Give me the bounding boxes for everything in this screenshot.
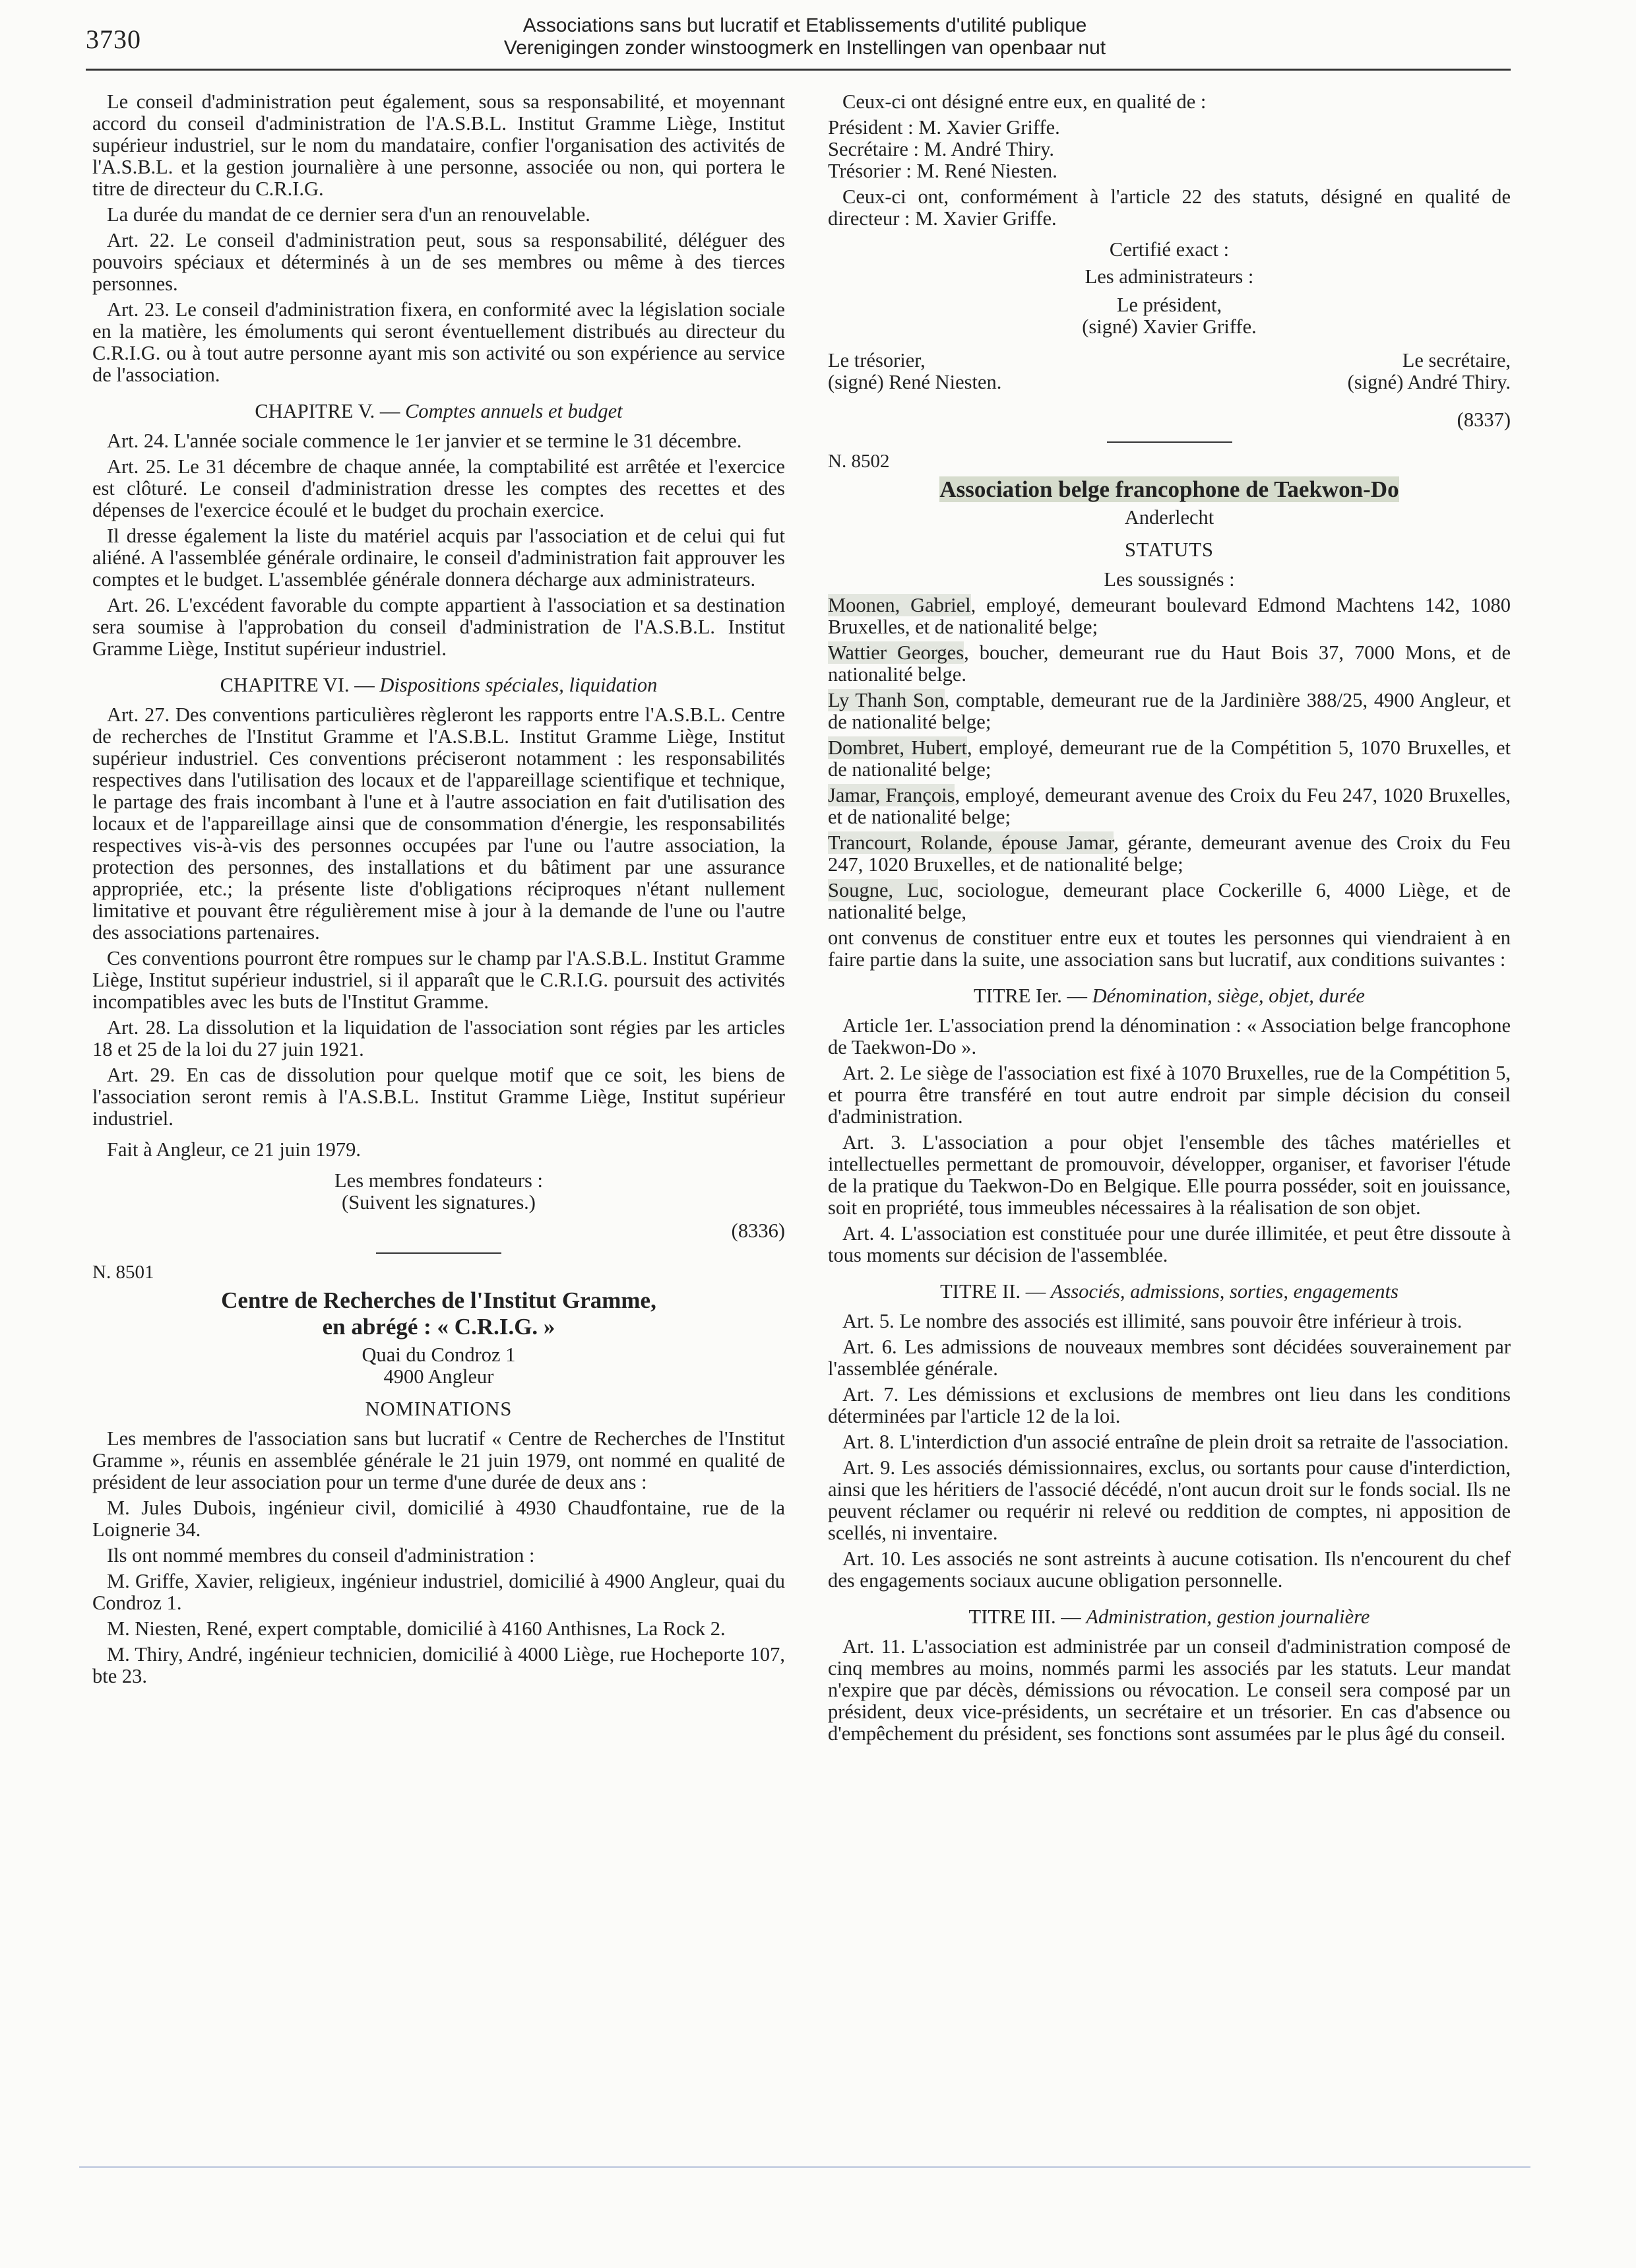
address-line: Quai du Condroz 1 — [362, 1344, 516, 1366]
page-number: 3730 — [86, 24, 141, 54]
title-prefix: TITRE III. — — [968, 1605, 1086, 1628]
member-entry — [828, 880, 1511, 923]
member-details: , comptable, demeurant rue de la Jardinière 388/25, 4900 Angleur, et de nationalité belge; — [828, 689, 1511, 733]
paragraph: M. Griffe, Xavier, religieux, ingénieur industriel, domicilié à 4900 Angleur, quai du Condroz 1. — [92, 1570, 785, 1614]
title-prefix: TITRE Ier. — — [974, 985, 1092, 1007]
certified-label: Certifié exact : — [1109, 238, 1230, 261]
section-heading: NOMINATIONS — [365, 1398, 513, 1420]
member-entry — [828, 785, 1511, 828]
member-entry — [828, 832, 1511, 876]
chapter-prefix: CHAPITRE VI. — — [220, 674, 380, 696]
article-11: Art. 11. L'association est administrée par un conseil d'administration composé de cinq membres au moins, nommés parmi les associés par les statuts. Leur mandat n'expire que par décès, démissions ou révocation. Le conseil sera composé par un président, deux vice-présidents, un secrétaire et un trésorier. En cas d'absence ou d'empêchement du président, ses fonctions sont assumées par le plus âgé du conseil. — [828, 1635, 1511, 1745]
administrators-label: Les administrateurs : — [1085, 265, 1254, 288]
president-label: Le président, — [1116, 294, 1222, 316]
article-4: Art. 4. L'association est constituée pour une durée illimitée, et peut être dissoute à tous moments sur décision de l'assemblée. — [828, 1222, 1511, 1266]
member-details: , employé, demeurant avenue des Croix du Feu 247, 1020 Bruxelles, et de nationalité belge; — [828, 784, 1511, 828]
treasurer-label: Le trésorier, — [828, 349, 926, 372]
signatures-note: (Suivent les signatures.) — [342, 1191, 536, 1214]
secretary-block — [1348, 350, 1511, 393]
header-rule — [86, 69, 1511, 71]
officer-line: Président : M. Xavier Griffe. — [828, 116, 1060, 139]
title-name: Dénomination, siège, objet, durée — [1092, 985, 1365, 1007]
member-entry — [828, 595, 1511, 638]
member-details: , employé, demeurant boulevard Edmond Machtens 142, 1080 Bruxelles, et de nationalité belge; — [828, 594, 1511, 638]
member-name: Trancourt, Rolande, épouse Jamar — [828, 831, 1114, 854]
association-place: Anderlecht — [1124, 506, 1214, 529]
article-28: Art. 28. La dissolution et la liquidation de l'association sont régies par les articles 18 et 25 de la loi du 27 juin 1921. — [92, 1016, 785, 1060]
page-header — [396, 15, 1214, 59]
treasurer-block — [828, 350, 1001, 393]
signing-place-date: Fait à Angleur, ce 21 juin 1979. — [107, 1138, 362, 1161]
title-heading — [828, 1606, 1511, 1628]
separator — [1107, 441, 1232, 443]
article-6: Art. 6. Les admissions de nouveaux membres sont décidées souverainement par l'assemblée générale. — [828, 1336, 1511, 1380]
article-24: Art. 24. L'année sociale commence le 1er janvier et se termine le 31 décembre. — [107, 430, 742, 452]
reference-number: (8337) — [1457, 408, 1511, 431]
article-27: Art. 27. Des conventions particulières règleront les rapports entre l'A.S.B.L. Centre de recherches de l'Institut Gramme et l'A.S.B.L. Institut Gramme Liège, Institut supérieur industriel. Ces conventions préciseront notamment : les responsabilités respectives dans l'utilisation des locaux et de l'appareillage scientifique et technique, le partage des frais incombant à l'une et à l'autre association en fait d'utilisation des locaux et de l'appareillage ainsi que de consommation d'énergie, les responsabilités respectives vis-à-vis des personnes occupées par l'une ou l'autre association, la protection des personnes, des installations et du bâtiment par une assurance appropriée, etc.; la présente liste d'obligations réciproques n'étant nullement limitative et pouvant être régulièrement mise à jour à la demande de l'une ou l'autre des associations partenaires. — [92, 703, 785, 944]
notice-number: N. 8502 — [828, 451, 890, 472]
article-26: Art. 26. L'excédent favorable du compte appartient à l'association et sa destination sera soumise à l'approbation du conseil d'administration de l'A.S.B.L. Institut Gramme Liège, Institut supérieur industriel. — [92, 594, 785, 660]
signature-row — [828, 350, 1511, 393]
article-29: Art. 29. En cas de dissolution pour quelque motif que ce soit, les biens de l'association seront remis à l'A.S.B.L. Institut Gramme Liège, Institut supérieur industriel. — [92, 1064, 785, 1130]
article-25: Art. 25. Le 31 décembre de chaque année, la comptabilité est arrêtée et l'exercice est clôturé. Le conseil d'administration dresse les comptes des recettes et des dépenses de l'exercice écoulé et le budget du prochain exercice. — [92, 455, 785, 521]
member-name: Ly Thanh Son — [828, 689, 945, 711]
left-column — [92, 91, 785, 1691]
title-heading — [828, 1281, 1511, 1303]
notice-number: N. 8501 — [92, 1262, 154, 1283]
member-details: , sociologue, demeurant place Cockerille 6, 4000 Liège, et de nationalité belge, — [828, 879, 1511, 923]
member-entry — [828, 737, 1511, 781]
paragraph: La durée du mandat de ce dernier sera d'un an renouvelable. — [107, 203, 590, 226]
member-entry — [828, 690, 1511, 733]
chapter-title: Dispositions spéciales, liquidation — [379, 674, 658, 696]
association-title-line: Association belge francophone de Taekwon-Do — [939, 476, 1399, 502]
title-name: Associés, admissions, sorties, engagements — [1050, 1280, 1399, 1303]
president-signature: (signé) Xavier Griffe. — [1082, 315, 1257, 338]
article-8: Art. 8. L'interdiction d'un associé entraîne de plein droit sa retraite de l'association. — [842, 1431, 1509, 1453]
title-heading — [828, 985, 1511, 1007]
paragraph: Ceux-ci ont, conformément à l'article 22 des statuts, désigné en qualité de directeur : M. Xavier Griffe. — [828, 185, 1511, 230]
right-column — [828, 91, 1511, 1749]
article-9: Art. 9. Les associés démissionnaires, exclus, ou sortants pour cause d'interdiction, ainsi que les héritiers de l'associé décédé, n'ont aucun droit sur le fonds social. Ils ne peuvent réclamer ou requérir ni relevé ou reddition de comptes, ni apposition de scellés, ni inventaire. — [828, 1456, 1511, 1544]
secretary-signature: (signé) André Thiry. — [1347, 371, 1511, 393]
separator — [376, 1252, 501, 1254]
paragraph: Ces conventions pourront être rompues sur le champ par l'A.S.B.L. Institut Gramme Liège, Institut supérieur industriel, si il apparaît que le C.R.I.G. poursuit des activités incompatibles avec les buts de l'Institut Gramme. — [92, 947, 785, 1013]
paragraph: M. Thiry, André, ingénieur technicien, domicilié à 4000 Liège, rue Hocheporte 107, bte 23. — [92, 1643, 785, 1687]
paragraph: Ils ont nommé membres du conseil d'administration : — [107, 1544, 535, 1567]
chapter-prefix: CHAPITRE V. — — [255, 400, 406, 422]
paragraph: Les membres de l'association sans but lucratif « Centre de Recherches de l'Institut Gramme », réunis en assemblée générale le 21 juin 1979, ont nommé en qualité de président de leur association pour un terme d'une durée de deux ans : — [92, 1427, 785, 1493]
paragraph: M. Jules Dubois, ingénieur civil, domicilié à 4930 Chaudfontaine, rue de la Loignerie 34. — [92, 1497, 785, 1541]
member-details: , gérante, demeurant avenue des Croix du Feu 247, 1020 Bruxelles, et de nationalité belge; — [828, 831, 1511, 876]
officer-line: Trésorier : M. René Niesten. — [828, 160, 1057, 182]
title-prefix: TITRE II. — — [940, 1280, 1051, 1303]
member-details: , employé, demeurant rue de la Compétition 5, 1070 Bruxelles, et de nationalité belge; — [828, 736, 1511, 781]
article-23: Art. 23. Le conseil d'administration fixera, en conformité avec la législation sociale en la matière, les émoluments qui seront éventuellement distribués au directeur du C.R.I.G. ou à tout autre personne ayant mis son activité ou son expérience au service de l'association. — [92, 298, 785, 386]
member-details: , boucher, demeurant rue du Haut Bois 37, 7000 Mons, et de nationalité belge. — [828, 641, 1511, 686]
article-1: Article 1er. L'association prend la dénomination : « Association belge francophone de Taekwon-Do ». — [828, 1014, 1511, 1058]
article-7: Art. 7. Les démissions et exclusions de membres ont lieu dans les conditions déterminées par l'article 12 de la loi. — [828, 1383, 1511, 1427]
member-name: Dombret, Hubert — [828, 736, 967, 759]
header-title-nl: Verenigingen zonder winstoogmerk en Instellingen van openbaar nut — [503, 37, 1106, 59]
treasurer-signature: (signé) René Niesten. — [828, 371, 1002, 393]
title-name: Administration, gestion journalière — [1086, 1605, 1370, 1628]
founders-label: Les membres fondateurs : — [334, 1169, 543, 1192]
address-line: 4900 Angleur — [383, 1365, 494, 1388]
article-5: Art. 5. Le nombre des associés est illimité, sans pouvoir être inférieur à trois. — [842, 1310, 1463, 1332]
paragraph: Ceux-ci ont désigné entre eux, en qualité de : — [842, 90, 1207, 113]
article-3: Art. 3. L'association a pour objet l'ensemble des tâches matérielles et intellectuelles permettant de promouvoir, développer, organiser, et favoriser l'étude de la pratique du Taekwon-Do en Belgique. Elle pourra posséder, soit en jouissance, soit en propriété, tous immeubles nécessaires à la réalisation de son objet. — [828, 1131, 1511, 1219]
association-title-line: Centre de Recherches de l'Institut Gramme, — [221, 1287, 656, 1313]
officer-line: Secrétaire : M. André Thiry. — [828, 138, 1055, 160]
member-name: Jamar, François — [828, 784, 955, 806]
member-entry — [828, 642, 1511, 686]
chapter-heading — [92, 401, 785, 422]
reference-number: (8336) — [731, 1219, 785, 1242]
paragraph: ont convenus de constituer entre eux et toutes les personnes qui viendraient à en faire partie dans la suite, une association sans but lucratif, aux conditions suivantes : — [828, 926, 1511, 971]
secretary-label: Le secrétaire, — [1402, 349, 1511, 372]
association-title — [92, 1287, 785, 1340]
footer-rule — [79, 2166, 1530, 2168]
paragraph: M. Niesten, René, expert comptable, domicilié à 4160 Anthisnes, La Rock 2. — [107, 1617, 726, 1640]
association-title-line: en abrégé : « C.R.I.G. » — [322, 1314, 555, 1340]
article-22: Art. 22. Le conseil d'administration peut, sous sa responsabilité, déléguer des pouvoirs spéciaux et déterminés à un de ses membres ou même à des tierces personnes. — [92, 229, 785, 295]
paragraph: Le conseil d'administration peut également, sous sa responsabilité, et moyennant accord du conseil d'administration de l'A.S.B.L. Institut Gramme Liège, Institut supérieur industriel, sur le nom du mandataire, confier l'organisation des activités de l'A.S.B.L. et la gestion journalière à une personne, associée ou non, qui portera le titre de directeur du C.R.I.G. — [92, 90, 785, 200]
header-title-fr: Associations sans but lucratif et Etablissements d'utilité publique — [522, 15, 1087, 36]
member-name: Sougne, Luc — [828, 879, 939, 901]
chapter-heading — [92, 674, 785, 696]
article-10: Art. 10. Les associés ne sont astreints à aucune cotisation. Ils n'encourent du chef des engagements sociaux aucune obligation personnelle. — [828, 1547, 1511, 1592]
undersigned-label: Les soussignés : — [1104, 568, 1235, 591]
member-name: Moonen, Gabriel — [828, 594, 971, 616]
association-title — [828, 476, 1511, 503]
section-heading: STATUTS — [1124, 538, 1214, 561]
article-2: Art. 2. Le siège de l'association est fixé à 1070 Bruxelles, rue de la Compétition 5, et pourra être transféré en tout autre endroit par simple décision du conseil d'administration. — [828, 1062, 1511, 1128]
paragraph: Il dresse également la liste du matériel acquis par l'association et de celui qui fut aliéné. A l'assemblée générale ordinaire, le conseil d'administration fait approuver les comptes et le budget. L'assemblée générale donnera décharge aux administrateurs. — [92, 525, 785, 591]
chapter-title: Comptes annuels et budget — [405, 400, 623, 422]
member-name: Wattier Georges — [828, 641, 964, 664]
